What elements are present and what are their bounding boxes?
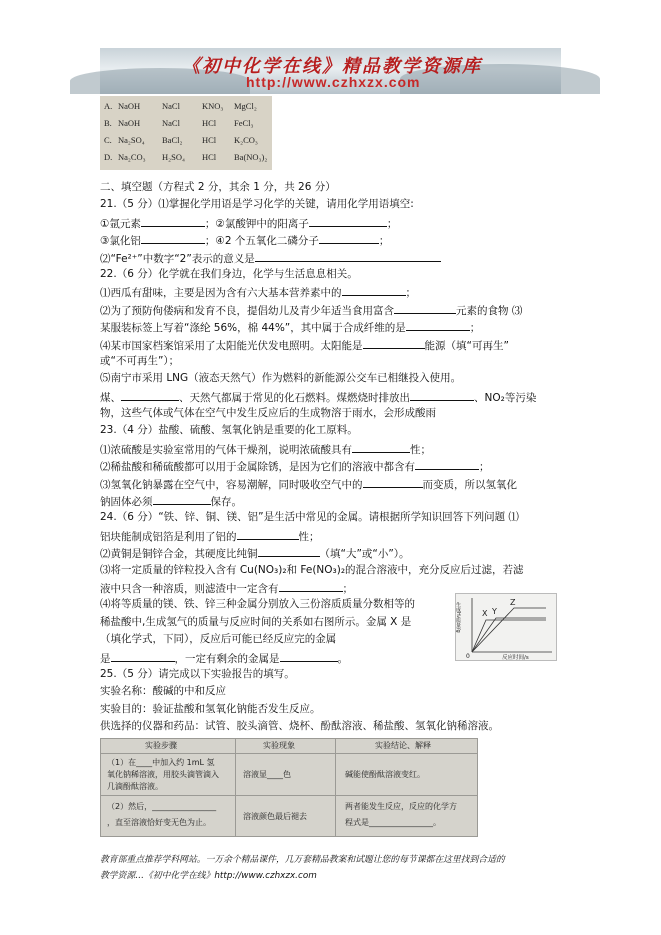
q24-line: （填化学式，下同），反应后可能已经反应完的金属 (100, 633, 337, 646)
graph-x-label: 反应时间/s (502, 655, 529, 661)
option-item: NaOH (118, 118, 141, 128)
table-header: 实验步骤 (145, 741, 177, 750)
table-header-row (101, 739, 477, 754)
option-item: MgCl₂ (234, 101, 257, 111)
graph-label-y: Y (492, 607, 497, 616)
option-item: FeCl₃ (234, 118, 254, 128)
answer-blank[interactable] (237, 527, 299, 540)
table-cell: 溶液显____色 (243, 770, 291, 779)
q25-line: 实验名称：酸碱的中和反应 (100, 685, 226, 698)
answer-blank[interactable] (406, 318, 470, 331)
graph-origin: 0 (466, 653, 470, 660)
q22-line: 22.（6 分）化学就在我们身边，化学与生活息息相关。 (100, 267, 358, 280)
hydrogen-graph (455, 593, 557, 661)
q23-line: 钠固体必须 保存。 (100, 492, 570, 509)
option-row-c (104, 132, 272, 149)
answer-blank[interactable] (415, 457, 479, 470)
option-item: HCl (202, 152, 217, 162)
q25-line: 实验目的：验证盐酸和氢氧化钠能否发生反应。 (100, 702, 321, 715)
q22-line: ⑷某市国家档案馆采用了太阳能光伏发电照明。太阳能是 能源（填“可再生” (100, 336, 570, 353)
graph-y-label: 生成H₂质量/g (455, 602, 461, 633)
q24-line: 是 ，一定有剩余的金属是 。 (100, 649, 570, 666)
table-cell: ，直至溶液恰好变无色为止。 (107, 818, 211, 827)
answer-blank[interactable] (258, 544, 320, 557)
option-item: NaCl (162, 118, 180, 128)
table-row-divider (101, 795, 477, 796)
table-cell: 碱能使酚酞溶液变红。 (345, 770, 425, 779)
graph-label-x: X (482, 609, 488, 618)
option-item: KNO₃ (202, 101, 224, 111)
q22-line: 煤、 、天然气都属于常见的化石燃料。煤燃烧时排放出 、NO₂等污染 (100, 388, 570, 405)
header-banner (100, 48, 561, 94)
q24-line: ⑵黄铜是铜锌合金，其硬度比纯铜 （填“大”或“小”）。 (100, 544, 570, 561)
option-item: K₂CO₃ (234, 135, 258, 145)
q24-line: ⑶将一定质量的锌粒投入含有 Cu(NO₃)₂和 Fe(NO₃)₂的混合溶液中，充分反应后过滤，若滤 (100, 563, 524, 576)
option-item: Na₂CO₃ (118, 152, 146, 162)
q21-line: ③氯化铝 ；④2 个五氧化二磷分子 ； (100, 231, 570, 248)
answer-blank[interactable] (363, 336, 425, 349)
answer-blank[interactable] (279, 579, 343, 592)
footer-line: 教育部重点推荐学科网站。一万余个精品课件，几万套精品教案和试题让您的每节课都在这里找到合适的 (100, 855, 505, 865)
option-item: BaCl₂ (162, 135, 183, 145)
q23-line: ⑵稀盐酸和稀硫酸都可以用于金属除锈，是因为它们的溶液中都含有 ； (100, 457, 570, 474)
answer-blank[interactable] (352, 440, 410, 453)
option-item: NaOH (118, 101, 141, 111)
table-cell: （1）在____中加入约 1mL 氢 (107, 758, 215, 767)
option-item: Na₂SO₄ (118, 135, 145, 145)
q24-line: 稀盐酸中,生成氢气的质量与反应时间的关系如右图所示。金属 X 是 (100, 615, 412, 628)
q25-line: 25.（5 分）请完成以下实验报告的填写。 (100, 667, 295, 680)
answer-blank[interactable] (394, 301, 456, 314)
page-footer (100, 852, 570, 884)
table-cell: （2）然后，________________ (107, 802, 217, 811)
table-header: 实验现象 (263, 741, 295, 750)
option-row-a (104, 98, 272, 115)
q21-line: 21.（5 分）⑴掌握化学用语是学习化学的关键，请用化学用语填空: (100, 198, 414, 211)
q22-line: 物，这些气体或气体在空气中发生反应后的生成物溶于雨水，会形成酸雨 (100, 407, 436, 420)
option-item: HCl (202, 118, 217, 128)
answer-blank[interactable] (141, 214, 205, 227)
option-letter: A. (104, 101, 113, 111)
option-item: NaCl (162, 101, 180, 111)
option-row-d (104, 149, 272, 166)
q22-line: ⑸南宁市采用 LNG（液态天然气）作为燃料的新能源公交车已相继投入使用。 (100, 372, 462, 385)
answer-blank[interactable] (342, 283, 406, 296)
table-cell: 氧化钠稀溶液，用胶头滴管滴入 (107, 770, 219, 779)
answer-blank[interactable] (141, 231, 205, 244)
experiment-table (100, 738, 478, 837)
option-letter: B. (104, 118, 112, 128)
q22-line: ⑵为了预防佝偻病和发育不良，提倡幼儿及青少年适当食用富含 元素的食物 ⑶ (100, 301, 570, 318)
curve-y (472, 618, 546, 652)
banner-url[interactable]: http://www.czhxzx.com (246, 74, 421, 90)
answer-blank[interactable] (255, 249, 441, 262)
answer-blank[interactable] (309, 214, 387, 227)
q24-line: 24.（6 分）“铁、锌、铜、镁、铝”是生活中常见的金属。请根据所学知识回答下列问题 ⑴ (100, 511, 519, 524)
answer-blank[interactable] (319, 231, 379, 244)
option-row-b (104, 115, 272, 132)
q23-line: 23.（4 分）盐酸、硫酸、氢氧化钠是重要的化工原料。 (100, 424, 358, 437)
option-letter: D. (104, 152, 113, 162)
q23-line: ⑴浓硫酸是实验室常用的气体干燥剂，说明浓硫酸具有 性； (100, 440, 570, 457)
q24-line: 铝块能制成铝箔是利用了铝的 性； (100, 527, 570, 544)
answer-blank[interactable] (111, 649, 175, 662)
q23-line: ⑶氢氧化钠暴露在空气中，容易潮解，同时吸收空气中的 而变质，所以氢氧化 (100, 475, 570, 492)
answer-blank[interactable] (363, 475, 423, 488)
q24-line: ⑷将等质量的镁、铁、锌三种金属分别放入三份溶质质量分数相等的 (100, 598, 415, 611)
q25-line: 供选择的仪器和药品：试管、胶头滴管、烧杯、酚酞溶液、稀盐酸、氢氧化钠稀溶液。 (100, 720, 499, 733)
hydrogen-graph-svg (456, 594, 556, 660)
footer-line[interactable]: 教学资源…《初中化学在线》http://www.czhxzx.com (100, 871, 317, 881)
graph-label-z: Z (510, 598, 516, 607)
table-header: 实验结论、解释 (375, 741, 431, 750)
answer-blank[interactable] (280, 649, 338, 662)
answer-blank[interactable] (410, 388, 474, 401)
q21-line: ①氩元素 ；②氯酸钾中的阳离子 ； (100, 214, 570, 231)
table-cell: 两者能发生反应，反应的化学方 (345, 802, 457, 811)
option-letter: C. (104, 135, 112, 145)
section-title: 二、填空题（方程式 2 分，其余 1 分，共 26 分） (100, 181, 336, 193)
table-cell: 溶液颜色最后褪去 (243, 812, 307, 821)
options-table (100, 96, 272, 170)
option-item: Ba(NO₃)₂ (234, 152, 268, 162)
q22-line: 某服装标签上写着“涤纶 56%，棉 44%”，其中属于合成纤维的是 ； (100, 318, 570, 335)
q22-line: 或“不可再生”）； (100, 354, 180, 367)
q22-line: ⑴西瓜有甜味，主要是因为含有六大基本营养素中的 ； (100, 283, 570, 300)
table-cell: 几滴酚酞溶液。 (107, 782, 163, 791)
answer-blank[interactable] (153, 492, 211, 505)
answer-blank[interactable] (121, 388, 179, 401)
banner-title: 《初中化学在线》精品教学资源库 (182, 56, 482, 77)
option-item: HCl (202, 135, 217, 145)
q24-line: 液中只含一种溶质，则滤渣中一定含有 ； (100, 579, 570, 596)
table-cell: 程式是________________。 (345, 818, 441, 827)
option-item: H₂SO₄ (162, 152, 185, 162)
q21-line: ⑵“Fe²⁺”中数字“2”表示的意义是 (100, 249, 570, 266)
